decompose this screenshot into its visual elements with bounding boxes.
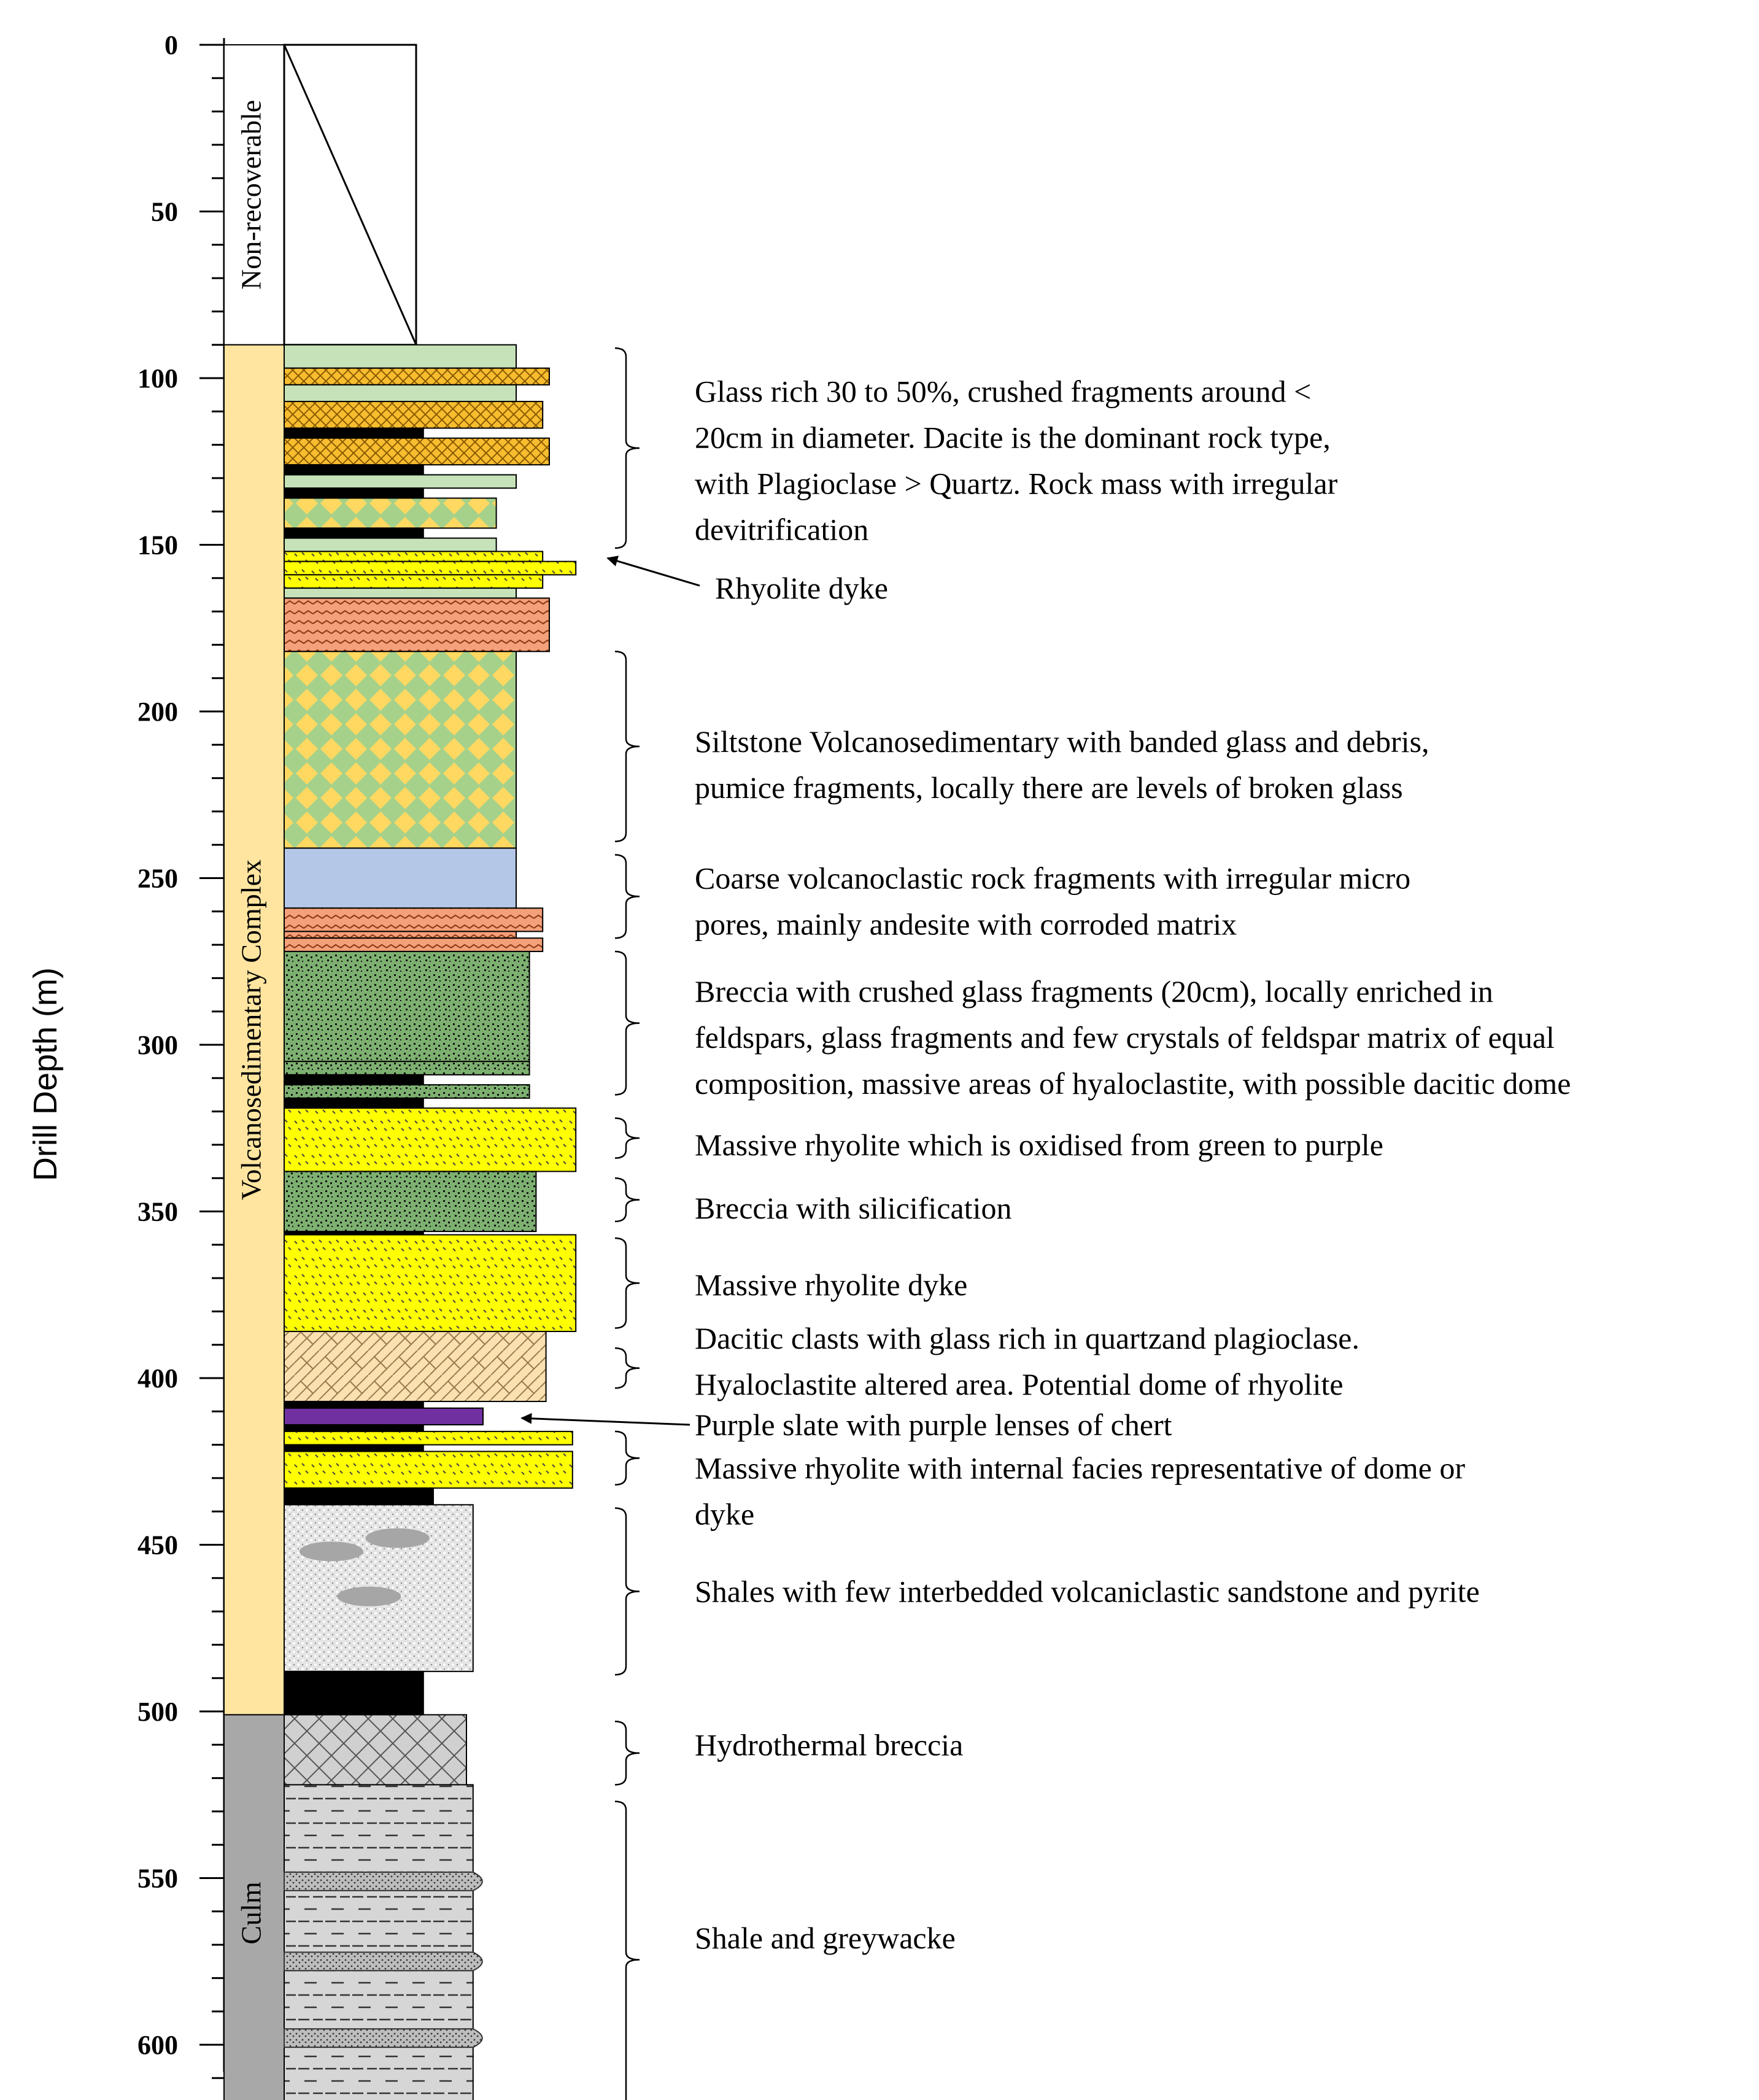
rhyolite-dyke-label: Rhyolite dyke — [715, 571, 888, 606]
layer-black — [284, 1672, 423, 1715]
layer-diamond — [284, 651, 516, 848]
interval-descriptions — [695, 374, 1571, 1956]
description-coarse-volcanoclastic: Coarse volcanoclastic rock fragments with irregular micro — [695, 861, 1411, 896]
unit-columns — [224, 45, 284, 2100]
purple-slate-arrow — [522, 1418, 690, 1425]
layer-greyHatch — [284, 1714, 466, 1784]
lithology-column — [284, 345, 576, 2100]
description-dacitic-clasts: Dacitic clasts with glass rich in quartzand plagioclase. — [695, 1320, 1359, 1355]
layer-black — [284, 465, 423, 475]
layer-salmonWave — [284, 938, 543, 951]
layer-greyDash — [284, 1784, 473, 2100]
unit-label: Culm — [235, 1881, 267, 1945]
pyrite-lens — [338, 1587, 401, 1606]
layer-black — [284, 1075, 423, 1085]
layer-black — [284, 528, 423, 538]
description-massive-rhyolite-internal: dyke — [695, 1497, 755, 1532]
bracket-massive-rhyolite-dyke — [615, 1238, 640, 1328]
depth-axis — [137, 30, 224, 2100]
tick-label: 200 — [137, 697, 178, 727]
bracket-massive-rhyolite-oxidised — [615, 1118, 640, 1158]
layer-paleGreen — [284, 588, 516, 598]
description-breccia-silicification: Breccia with silicification — [695, 1191, 1012, 1226]
bracket-shales — [615, 1508, 640, 1675]
description-breccia-glass: feldspars, glass fragments and few crystals of feldspar matrix of equal — [695, 1020, 1555, 1055]
tick-label: 150 — [137, 530, 178, 560]
layer-yellowDots — [284, 575, 543, 588]
tick-label: 0 — [164, 30, 178, 60]
bracket-dacitic-clasts — [615, 1348, 640, 1388]
layer-greenDots — [284, 951, 530, 1061]
layer-black — [284, 1098, 423, 1108]
tick-label: 450 — [137, 1530, 178, 1560]
layer-black — [284, 428, 423, 438]
layer-yellowDots — [284, 1108, 576, 1171]
layer-diamond — [284, 498, 497, 528]
layer-purple — [284, 1408, 483, 1425]
axis-tick-labels — [137, 30, 178, 2060]
layer-beigeHatch — [284, 1331, 546, 1401]
description-dacite-glass: 20cm in diameter. Dacite is the dominant rock type, — [695, 420, 1331, 455]
rhyolite-dyke-annotation — [608, 558, 888, 605]
description-massive-rhyolite-dyke: Massive rhyolite dyke — [695, 1267, 968, 1302]
layer-salmonWave — [284, 931, 516, 938]
layer-yellowDots — [284, 1432, 573, 1445]
tick-label: 400 — [137, 1363, 178, 1393]
layer-black — [284, 488, 423, 498]
bracket-breccia-silicification — [615, 1178, 640, 1222]
description-shale-greywacke: Shale and greywacke — [695, 1921, 956, 1956]
tick-label: 300 — [137, 1030, 178, 1060]
tick-label: 100 — [137, 363, 178, 393]
tick-label: 350 — [137, 1196, 178, 1227]
bracket-shale-greywacke — [615, 1802, 640, 2100]
layer-black — [284, 1425, 423, 1432]
axis-ticks — [199, 45, 224, 2100]
axis-title: Drill Depth (m) — [27, 967, 64, 1182]
non-recoverable-interval — [284, 45, 416, 345]
tick-label: 550 — [137, 1863, 178, 1894]
description-dacite-glass: Glass rich 30 to 50%, crushed fragments around < — [695, 374, 1312, 409]
bracket-dacite-glass — [615, 348, 640, 548]
description-purple-slate: Purple slate with purple lenses of chert — [695, 1408, 1172, 1443]
layer-greenDots — [284, 1061, 530, 1075]
description-dacite-glass: with Plagioclase > Quartz. Rock mass with irregular — [695, 466, 1338, 501]
tick-label: 250 — [137, 863, 178, 894]
sandstone-lens — [284, 2029, 482, 2047]
description-breccia-glass: Breccia with crushed glass fragments (20cm), locally enriched in — [695, 974, 1493, 1009]
description-shales: Shales with few interbedded volcaniclastic sandstone and pyrite — [695, 1574, 1480, 1609]
sandstone-lens — [284, 1952, 482, 1970]
description-siltstone: pumice fragments, locally there are levels of broken glass — [695, 770, 1403, 805]
layer-orangeCross — [284, 401, 543, 428]
description-dacitic-clasts: Hyaloclastite altered area. Potential dome of rhyolite — [695, 1366, 1343, 1401]
layer-yellowDots — [284, 1235, 576, 1331]
layer-salmonWave — [284, 598, 549, 651]
layer-black — [284, 1488, 433, 1505]
unit-label: Non-recoverable — [235, 99, 267, 290]
interval-brackets — [615, 348, 640, 2100]
pyrite-lens — [300, 1541, 363, 1561]
layer-paleGreen — [284, 345, 516, 368]
layer-lightBlue — [284, 848, 516, 909]
unit-label: Volcanosedimentary Complex — [235, 859, 267, 1201]
description-breccia-glass: composition, massive areas of hyaloclastite, with possible dacitic dome — [695, 1066, 1571, 1101]
layer-black — [284, 1445, 423, 1452]
description-siltstone: Siltstone Volcanosedimentary with banded glass and debris, — [695, 724, 1429, 759]
layer-orangeCross — [284, 438, 549, 465]
bracket-breccia-glass — [615, 951, 640, 1095]
layer-orangeCross — [284, 368, 549, 385]
tick-label: 500 — [137, 1697, 178, 1727]
tick-label: 50 — [151, 196, 178, 227]
description-hydrothermal-breccia: Hydrothermal breccia — [695, 1727, 964, 1762]
layer-greenDots — [284, 1085, 530, 1098]
layer-black — [284, 1401, 423, 1408]
layer-yellowDots — [284, 562, 576, 575]
layer-yellowDots — [284, 1451, 573, 1488]
sandstone-lens — [284, 1872, 482, 1891]
layer-paleGreen — [284, 385, 516, 401]
rhyolite-dyke-arrow — [608, 558, 700, 586]
bracket-hydrothermal-breccia — [615, 1721, 640, 1784]
layer-paleGreen — [284, 475, 516, 488]
layer-salmonWave — [284, 908, 543, 931]
layer-greenDots — [284, 1171, 536, 1231]
layer-paleGreen — [284, 538, 497, 552]
tick-label: 600 — [137, 2030, 178, 2060]
description-dacite-glass: devitrification — [695, 512, 869, 547]
bracket-coarse-volcanoclastic — [615, 854, 640, 938]
pyrite-lens — [366, 1529, 430, 1548]
description-massive-rhyolite-oxidised: Massive rhyolite which is oxidised from green to purple — [695, 1127, 1383, 1162]
bracket-siltstone — [615, 651, 640, 842]
layer-yellowDots — [284, 551, 543, 561]
description-coarse-volcanoclastic: pores, mainly andesite with corroded matrix — [695, 907, 1237, 942]
description-massive-rhyolite-internal: Massive rhyolite with internal facies representative of dome or — [695, 1451, 1466, 1486]
bracket-massive-rhyolite-internal — [615, 1432, 640, 1485]
